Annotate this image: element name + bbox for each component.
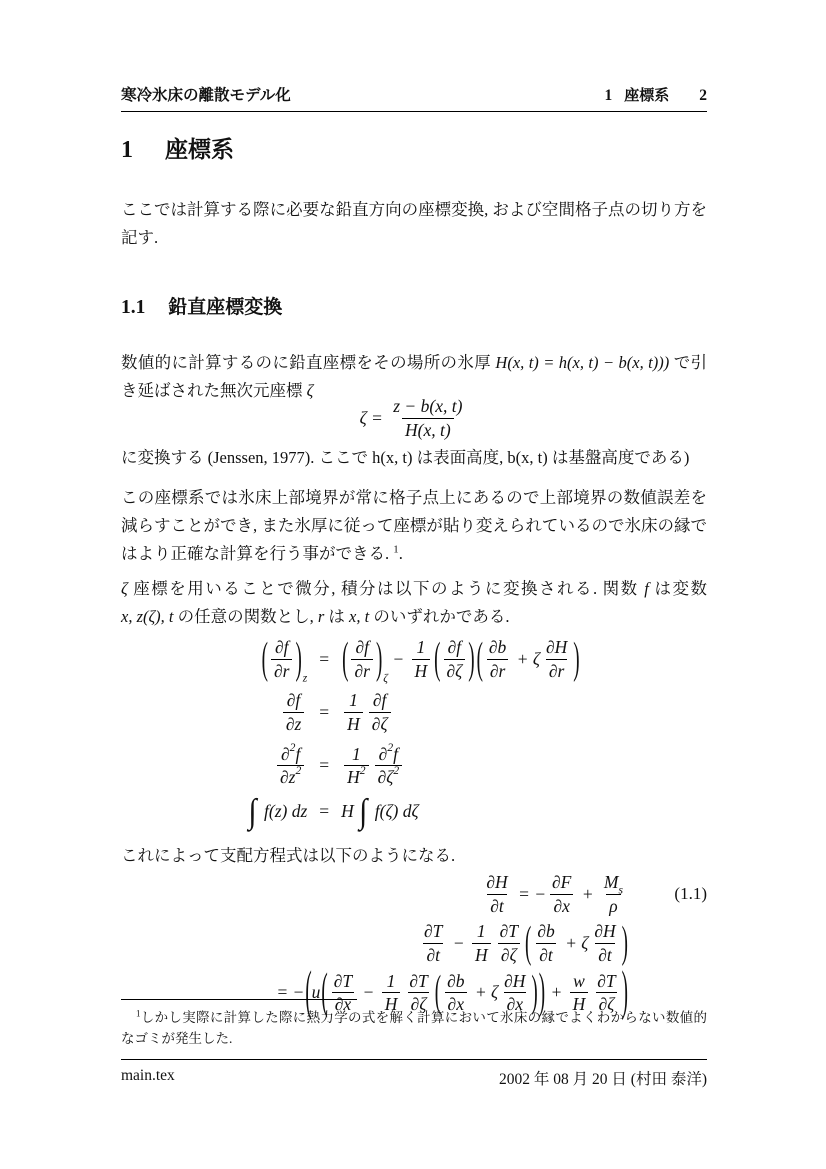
fraction: $\frac{\partial f}{\partial z}$	[283, 690, 304, 734]
fraction: $\frac{\partial H}{\partial r}$	[545, 637, 568, 681]
fraction: 1 H 2	[344, 744, 368, 788]
fraction: $\frac{\partial T}{\partial\zeta}$	[499, 921, 518, 965]
fraction: $\frac{\partial H}{\partial t}$	[486, 872, 508, 916]
text-segment-jp: の任意の関数とし,	[173, 607, 318, 626]
fraction: $\frac{1}{H}$	[382, 971, 401, 1015]
section-title: 座標系	[165, 136, 234, 162]
fraction: $\frac{\partial f}{\partial r}$	[351, 637, 372, 681]
text-segment-m: f	[644, 579, 649, 598]
fraction: $\frac{z - b(x, t)}{H(x, t)}$	[393, 396, 463, 440]
parenthesized-group: ( $\frac{\partial f}{\partial\zeta}$ )	[434, 634, 475, 684]
fraction: $\frac{\partial T}{\partial x}$	[331, 971, 355, 1015]
text-segment-sup: 1	[136, 1008, 141, 1019]
page-footer	[121, 1059, 707, 1089]
text-segment-jp: この座標系では氷床上部境界が常に格子点上にあるので上部境界の数値誤差を減らすことができ, また氷厚に従って座標が貼り変えられているので氷床の縁ではより正確な計算を行う事ができる.	[121, 488, 707, 563]
parenthesized-group: ( $\frac{\partial T}{\partial x}$ − $\frac{1}{H}$ $\frac{\partial T}{\partial\zeta}$ ( $\frac{\partial b}{\partial x}$ + ζ $\frac{\partial H}{\partial x}$ ) )	[321, 965, 546, 1021]
footnote-area	[121, 999, 707, 1049]
running-header	[121, 83, 707, 112]
text-segment-jp: 座標を用いることで微分, 積分は以下のように変換される. 関数	[127, 579, 645, 598]
header-section-number: 1	[604, 87, 613, 104]
text-segment-m: H(x, t) = h(x, t) − b(x, t)))	[495, 353, 670, 372]
fraction: $\frac{\partial f}{\partial r}$	[271, 637, 292, 681]
governing-equation-line: $\frac{\partial T}{\partial t}$ − $\frac{1}{H}$ $\frac{\partial T}{\partial\zeta}$ ( $\frac{\partial b}{\partial t}$ + ζ $\frac{\partial H}{\partial t}$ )	[121, 921, 707, 965]
text-segment-rm: (Jenssen, 1977)	[207, 448, 311, 467]
subsection-title: 鉛直座標変換	[168, 297, 283, 318]
fraction: $\frac{\partial b}{\partial t}$	[537, 921, 555, 965]
header-right	[604, 84, 707, 105]
fraction: $\frac{\partial f}{\partial\zeta}$	[369, 690, 391, 734]
footer-date-author: 2002 年 08 月 20 日 (村田 泰洋)	[499, 1071, 707, 1088]
text-segment-m: r	[317, 607, 325, 626]
header-section-title: 座標系	[624, 87, 670, 104]
text-segment-jp: しかし実際に計算した際に熱力学の式を解く計算において氷床の縁でよくわからない数値的なゴミが発生した.	[121, 1010, 707, 1046]
equation-block-derivative-transforms	[121, 634, 707, 831]
fraction: $\frac{\partial T}{\partial\zeta}$	[409, 970, 428, 1015]
text-segment-rm: b(x, t)	[507, 448, 548, 467]
fraction: $\frac{\partial H}{\partial x}$	[504, 970, 526, 1015]
fraction: $\frac{1}{H}$	[344, 690, 363, 734]
header-document-title: 寒冷氷床の離散モデル化	[121, 87, 291, 104]
fraction: $\frac{\partial F}{\partial x}$	[552, 872, 572, 916]
text-segment-m: x, z(ζ), t	[121, 607, 174, 626]
fraction: $\frac{\partial H}{\partial t}$	[594, 921, 616, 965]
equation-block-governing	[121, 872, 707, 1024]
text-segment-jp: で引き延ばされた無次元座標	[121, 353, 708, 400]
text-segment-rm: h(x, t)	[372, 448, 413, 467]
text-segment-jp: に変換する	[121, 448, 208, 467]
text-segment-jp: は基盤高度である)	[547, 448, 690, 467]
parenthesized-group: ( $\frac{\partial f}{\partial r}$ )	[342, 634, 383, 684]
subsection-number: 1.1	[121, 297, 146, 318]
parenthesized-group: ( $\frac{\partial b}{\partial t}$ + ζ $\frac{\partial H}{\partial t}$ )	[524, 918, 628, 968]
footer-filename: main.tex	[121, 1067, 175, 1084]
text-segment-jp: 数値的に計算するのに鉛直座標をその場所の氷厚	[121, 353, 496, 372]
parenthesized-group: ( u ( $\frac{\partial T}{\partial x}$ − $\frac{1}{H}$ $\frac{\partial T}{\partial\zeta}$ ( $\frac{\partial b}{\partial x}$ + ζ $\frac{\partial H}{\partial x}$ ) ) + $\frac{w}{H}$ $\frac{\partial T}{\partial\zeta}$ )	[305, 962, 628, 1024]
parenthesized-group: ( $\frac{\partial b}{\partial x}$ + ζ $\frac{\partial H}{\partial x}$ )	[434, 968, 538, 1018]
paragraph-jenssen-reference	[121, 444, 707, 472]
intro-paragraph: ここでは計算する際に必要な鉛直方向の座標変換, および空間格子点の切り方を記す.	[121, 200, 707, 247]
fraction: $\frac{1}{H}$	[472, 921, 491, 965]
paragraph-zeta-usage	[121, 575, 707, 631]
fraction: $\frac{1}{H}$	[412, 637, 431, 681]
equation-zeta-definition: ζ = $\frac{z - b(x, t)}{H(x, t)}$	[121, 396, 707, 440]
text-segment-jp: . ここで	[310, 448, 373, 467]
text-segment-m: x, t	[349, 607, 370, 626]
fraction: $\frac{\partial T}{\partial\zeta}$	[597, 970, 616, 1015]
fraction: ∂ 2 f ∂z 2	[277, 744, 304, 788]
governing-equation-line: = − ( u ( $\frac{\partial T}{\partial x}$ − $\frac{1}{H}$ $\frac{\partial T}{\partial\zeta}$ ( $\frac{\partial b}{\partial x}$ + ζ $\frac{\partial H}{\partial x}$ ) ) + $\frac{w}{H}$ $\frac{\partial T}{\partial\zeta}$ )	[276, 962, 628, 1024]
parenthesized-group: ( $\frac{\partial b}{\partial r}$ + ζ $\frac{\partial H}{\partial r}$ )	[476, 634, 580, 684]
text-segment-jp: は変数	[648, 579, 708, 598]
paragraph-coordinate-benefits	[121, 484, 707, 568]
parenthesized-group: ( $\frac{\partial f}{\partial r}$ )	[261, 634, 302, 684]
text-segment-jp: は表面高度,	[412, 448, 508, 467]
text-segment-jp: .	[398, 544, 403, 563]
fraction: $\frac{\partial b}{\partial r}$	[486, 637, 509, 681]
footnote-text	[121, 1007, 707, 1049]
fraction: ∂ 2 f ∂ζ 2	[375, 744, 403, 788]
text-segment-m: ζ	[306, 381, 314, 400]
fraction: $\frac{\partial f}{\partial\zeta}$	[444, 637, 466, 681]
subsection-heading	[121, 292, 282, 319]
text-segment-jp: のいずれかである.	[369, 607, 510, 626]
fraction: $\frac{\partial b}{\partial x}$	[444, 971, 467, 1015]
text-segment-sup: 1	[393, 543, 399, 556]
paragraph-governing-intro: これによって支配方程式は以下のようになる.	[121, 846, 456, 865]
header-page-number: 2	[699, 87, 707, 104]
footnote-rule	[121, 999, 357, 1000]
fraction: $\frac{\partial T}{\partial t}$	[424, 921, 443, 965]
text-segment-m: ζ	[121, 579, 128, 598]
section-number: 1	[121, 137, 133, 163]
aligned-equations: ( $\frac{\partial f}{\partial r}$ ) z = ( $\frac{\partial f}{\partial r}$ ) ζ − $\frac{1}{H}$ ( $\frac{\partial f}{\partial\zeta}$ ) ( $\frac{\partial b}{\partial r}$ + ζ $\frac{\partial H}{\partial r}$ ) $\frac{\partial f}{\partial z}$ = $\frac{1}{H}$ $\frac{\partial f}{\partial\zeta}$ ∂ 2 f ∂z 2 = 1 H 2 ∂ 2 f ∂ζ 2 ∫ f(z) dz = H ∫ f(ζ) dζ	[248, 634, 580, 831]
fraction: M s ρ	[603, 872, 623, 916]
fraction: $\frac{w}{H}$	[570, 971, 589, 1015]
section-heading	[121, 131, 234, 164]
equation-number: (1.1)	[674, 883, 707, 903]
governing-equation-line: $\frac{\partial H}{\partial t}$ = − $\frac{\partial F}{\partial x}$ + M s ρ (1.1)	[121, 872, 707, 916]
text-segment-jp: は	[324, 607, 350, 626]
